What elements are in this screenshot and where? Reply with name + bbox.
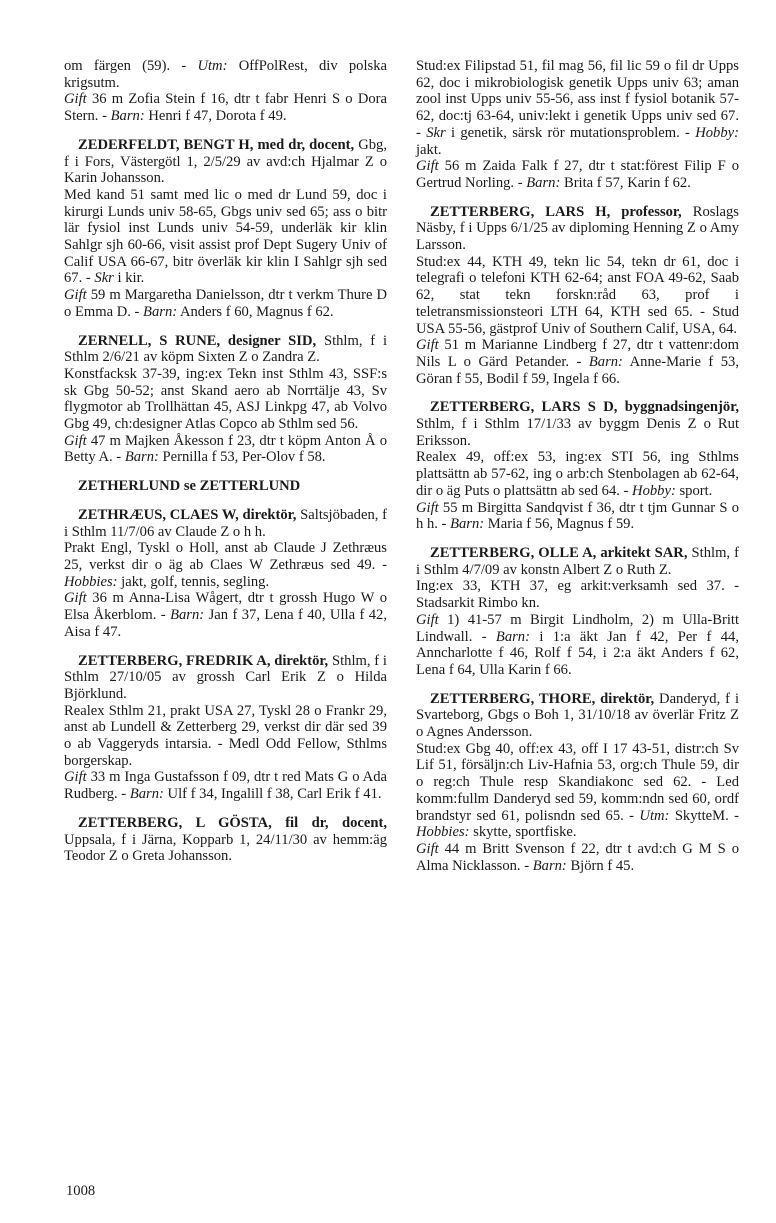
person-title: med dr, docent, [253,136,355,153]
utm-label: Utm: [639,807,670,824]
barn-label: Barn: [532,857,567,874]
hobbies-text: jakt, golf, tennis, segling. [117,573,270,590]
hobby-label: Hobby: [695,124,739,141]
gift-text: 51 m Marianne Lindberg f 27, dtr t vattenr:dom Nils L o Gärd Petander. - [416,337,739,370]
person-name: ZETHRÆUS, CLAES W, [78,506,239,523]
barn-label: Barn: [495,628,530,645]
person-title: byggnadsingenjör, [617,399,739,416]
career-text: Ing:ex 33, KTH 37, eg arkit:verksamh sed 37. - Stadsarkit Rimbo kn. [416,578,739,612]
family-text [64,287,387,320]
career-text: Stud:ex Gbg 40, off:ex 43, off I 17 43-51, distr:ch Sv Lif 51, försäljn:ch Liv-Hafnia 53, org:ch Thule 59, dir o reg:ch Thule resp Skandiakonc sed 62. - Led komm:fullm Danderyd sed 59, komm:ndn sed 60, ordf brandstyr sed 61, polisndn sed 65. - [416,740,739,824]
gift-text: 36 m Anna-Lisa Wågert, dtr t grossh Hugo W o Elsa Åkerblom. - [64,590,387,624]
entry-zederfeldt [64,137,387,321]
career-text: Med kand 51 samt med lic o med dr Lund 59, doc i kirurgi Lunds univ 58-65, Gbgs univ sed 65; ass o bitr lär fysiol inst Lunds univ 54-59, underläk kir klin Sahlgr sjh 60-66, visit assist prof Dept Sugery Univ of Calif USA 66-67, bitr överläk kir klin I Sahlgr sjh sed 67. - [64,186,387,287]
hobbies-label: Hobbies: [416,824,470,841]
barn-label: Barn: [450,516,485,533]
person-intro: Roslags Näsby, f i Upps 6/1/25 av diploming Henning Z o Amy Larsson. [416,203,739,254]
barn-label: Barn: [110,108,145,125]
gift-label: Gift [416,499,439,516]
barn-text: Björn f 45. [566,857,635,874]
career-text: om färgen (59). - [64,58,198,74]
person-intro: Uppsala, f i Järna, Kopparb 1, 24/11/30 av hemm:äg Teodor Z o Greta Johansson. [64,831,387,865]
right-column [416,58,739,886]
page-number: 1008 [66,1183,96,1199]
career-text: Stud:ex Filipstad 51, fil mag 56, fil lic 59 o fil dr Upps 62, doc i mikrobiologisk genetik Upps univ 63; aman zool inst Upps univ 55-56, ass inst f fysiol botanik 57-62, doc:tj 63-64, univ:lekt i genetik Upps univ sed 67. - [416,58,739,141]
career-paragraph [416,254,739,338]
utm-text: SkytteM. - [669,807,739,824]
person-name: ZEDERFELDT, BENGT H, [78,136,254,153]
person-name: ZETTERBERG, OLLE A, [430,544,597,561]
barn-text: Anne-Marie f 53, Göran f 55, Bodil f 59, Ingela f 66. [416,353,739,387]
utm-label: Utm: [197,58,228,74]
career-paragraph [64,187,387,287]
hobbies-text: skytte, sportfiske. [469,824,577,841]
gift-label: Gift [416,840,439,857]
entry-text [64,58,387,91]
entry-zetterberg-olle [416,545,739,679]
entry-heading [416,545,739,578]
barn-label: Barn: [124,449,159,466]
hobby-label: Hobby: [632,482,676,499]
barn-label: Barn: [143,303,178,320]
gift-text: 36 m Zofia Stein f 16, dtr t fabr Henri S o Dora Stern. - [64,91,387,125]
barn-label: Barn: [588,353,623,370]
gift-label: Gift [416,337,439,354]
gift-text: 33 m Inga Gustafsson f 09, dtr t red Mats G o Ada Rudberg. - [64,769,387,803]
barn-text: Brita f 57, Karin f 62. [560,174,691,191]
gift-text: 56 m Zaida Falk f 27, dtr t stat:förest Filip F o Gertrud Norling. - [416,158,739,191]
person-name: ZETTERBERG, THORE, [430,690,596,707]
entry-heading [64,333,387,366]
person-name: ZETTERBERG, FREDRIK A, [78,652,271,669]
family-text [416,337,739,387]
gift-label: Gift [64,769,87,786]
career-paragraph [416,58,739,158]
hobbies-label: Hobbies: [64,573,118,590]
entry-zernell [64,333,387,467]
gift-label: Gift [416,158,439,175]
gift-label: Gift [64,432,87,449]
career-paragraph [416,449,739,499]
career-paragraph [416,741,739,841]
entry-continuation-left [64,58,387,125]
gift-label: Gift [64,287,87,304]
person-intro: Saltsjöbaden, f i Sthlm 11/7/06 av Claude Z o h h. [64,506,387,540]
gift-label: Gift [416,611,439,628]
person-title: arkitekt SAR, [596,544,688,561]
career-text: Stud:ex 44, KTH 49, tekn lic 54, tekn dr 61, doc i telegrafi o telefoni KTH 62-64; anst FOA 49-62, Saab 62, stat tekn forskn:råd 63, prof i teletransmissionsteori LTH 64, KTH sed 65. - Stud USA 55-56, gästprof Univ of Southern Calif, USA, 64. [416,253,739,337]
career-paragraph [64,703,387,770]
barn-text: Henri f 47, Dorota f 49. [144,108,287,125]
barn-text: Maria f 56, Magnus f 59. [484,516,635,533]
family-text [416,158,739,191]
entry-heading [416,691,739,741]
career-paragraph [64,540,387,590]
person-name: ZETTERBERG, LARS S D, [430,399,618,416]
person-name: ZETTERBERG, L GÖSTA, [78,814,272,831]
gift-text: 55 m Birgitta Sandqvist f 36, dtr t tjm Gunnar S o h h. - [416,499,739,533]
career-text: Realex Sthlm 21, prakt USA 27, Tyskl 28 o Frankr 29, anst ab Lundell & Zetterberg 29, verkst dir där sed 39 o ab Vaggeryds intarsia. - Medl Odd Fellow, Sthlms borgerskap. [64,702,387,769]
person-intro: Gbg, f i Fors, Västergötl 1, 2/5/29 av avd:ch Hjalmar Z o Karin Johansson. [64,136,387,187]
hobby-text: sport. [675,482,713,499]
person-intro: Sthlm, f i Sthlm 4/7/09 av konstn Albert Z o Ruth Z. [416,544,739,578]
entry-zethraeus [64,507,387,641]
person-title: designer SID, [220,332,317,349]
barn-text: Jan f 37, Lena f 40, Ulla f 42, Aisa f 47. [64,607,387,640]
person-name: ZERNELL, S RUNE, [78,332,221,349]
person-intro: Danderyd, f i Svarteborg, Gbgs o Boh 1, 31/10/18 av överlär Fritz Z o Agnes Andersson. [416,690,739,741]
person-name: ZETTERBERG, LARS H, [430,203,611,220]
person-title: professor, [610,203,682,220]
cross-reference: ZETHERLUND se ZETTERLUND [78,478,301,495]
barn-text: Anders f 60, Magnus f 62. [177,303,334,320]
entry-heading [64,137,387,187]
entry-heading [64,815,387,865]
barn-label: Barn: [129,786,164,803]
skr-label: Skr [426,124,446,141]
family-text [416,500,739,533]
gift-text: 44 m Britt Svenson f 22, dtr t avd:ch G M S o Alma Nicklasson. - [416,840,739,874]
family-text [64,590,387,640]
entry-zetterberg-fredrik [64,653,387,803]
entry-heading [416,204,739,254]
hobby-text: jakt. [416,141,442,158]
career-text: Prakt Engl, Tyskl o Holl, anst ab Claude J Zethræus 25, verkst dir o äg ab Claes W Zethræus sed 49. - [64,540,387,573]
left-column [64,58,387,877]
skr-text: i kir. [113,270,145,287]
gift-text: 59 m Margaretha Danielsson, dtr t verkm Thure D o Emma D. - [64,287,387,320]
entry-zetterberg-gosta [64,815,387,865]
entry-zetterberg-lars-s [416,399,739,533]
career-paragraph [416,578,739,611]
gift-text: 1) 41-57 m Birgit Lindholm, 2) m Ulla-Britt Lindwall. - [416,611,739,645]
person-title: direktör, [238,506,297,523]
gift-text: 47 m Majken Åkesson f 23, dtr t köpm Anton Å o Betty A. - [64,432,387,466]
barn-text: Ulf f 34, Ingalill f 38, Carl Erik f 41. [163,786,382,803]
entry-zetterberg-lars-h [416,204,739,388]
skr-label: Skr [94,270,114,287]
person-title: fil dr, docent, [271,814,387,831]
family-text [64,433,387,466]
family-text [416,841,739,874]
barn-label: Barn: [170,607,205,624]
family-text [64,91,387,124]
family-text [416,612,739,679]
entry-heading [64,653,387,703]
gift-label: Gift [64,91,87,108]
person-intro: Sthlm, f i Sthlm 2/6/21 av köpm Sixten Z o Zandra Z. [64,332,388,366]
person-title: direktör, [270,652,329,669]
career-text: Realex 49, off:ex 53, ing:ex STI 56, ing Sthlms plattsättn ab 57-62, ing o arb:ch Stenbolagen ab 62-64, dir o äg Puts o plattsättn ab sed 64. - [416,449,739,499]
person-intro: Sthlm, f i Sthlm 27/10/05 av grossh Carl Erik Z o Hilda Björklund. [64,652,387,702]
utm-text: OffPolRest, div polska krigsutm. [64,58,387,91]
person-title: direktör, [595,690,655,707]
career-paragraph [64,366,387,433]
barn-text: i 1:a äkt Jan f 42, Per f 44, Anncharlotte f 46, Rolf f 54, i 2:a äkt Anders f 62, Lena f 64, Ulla Karin f 66. [416,628,739,678]
barn-text: Pernilla f 53, Per-Olov f 58. [158,449,326,466]
entry-zetterberg-thore [416,691,739,875]
gift-label: Gift [64,590,87,607]
entry-continuation-right [416,58,739,192]
person-intro: Sthlm, f i Sthlm 17/1/33 av byggm Denis Z o Rut Eriksson. [416,416,739,449]
career-text: Konstfacksk 37-39, ing:ex Tekn inst Sthlm 43, SSF:s sk Gbg 50-52; anst Skand aero ab Norrtälje 43, Sv flygmotor ab Trollhättan 45, ASJ Linkpg 47, ab Volvo Gbg 49, ch:designer Atlas Copco ab Sthlm sed 56. [64,365,387,433]
skr-text: i genetik, särsk rör mutationsproblem. - [445,124,696,141]
barn-label: Barn: [526,174,561,191]
entry-heading [64,507,387,540]
entry-heading [416,399,739,449]
family-text [64,769,387,802]
